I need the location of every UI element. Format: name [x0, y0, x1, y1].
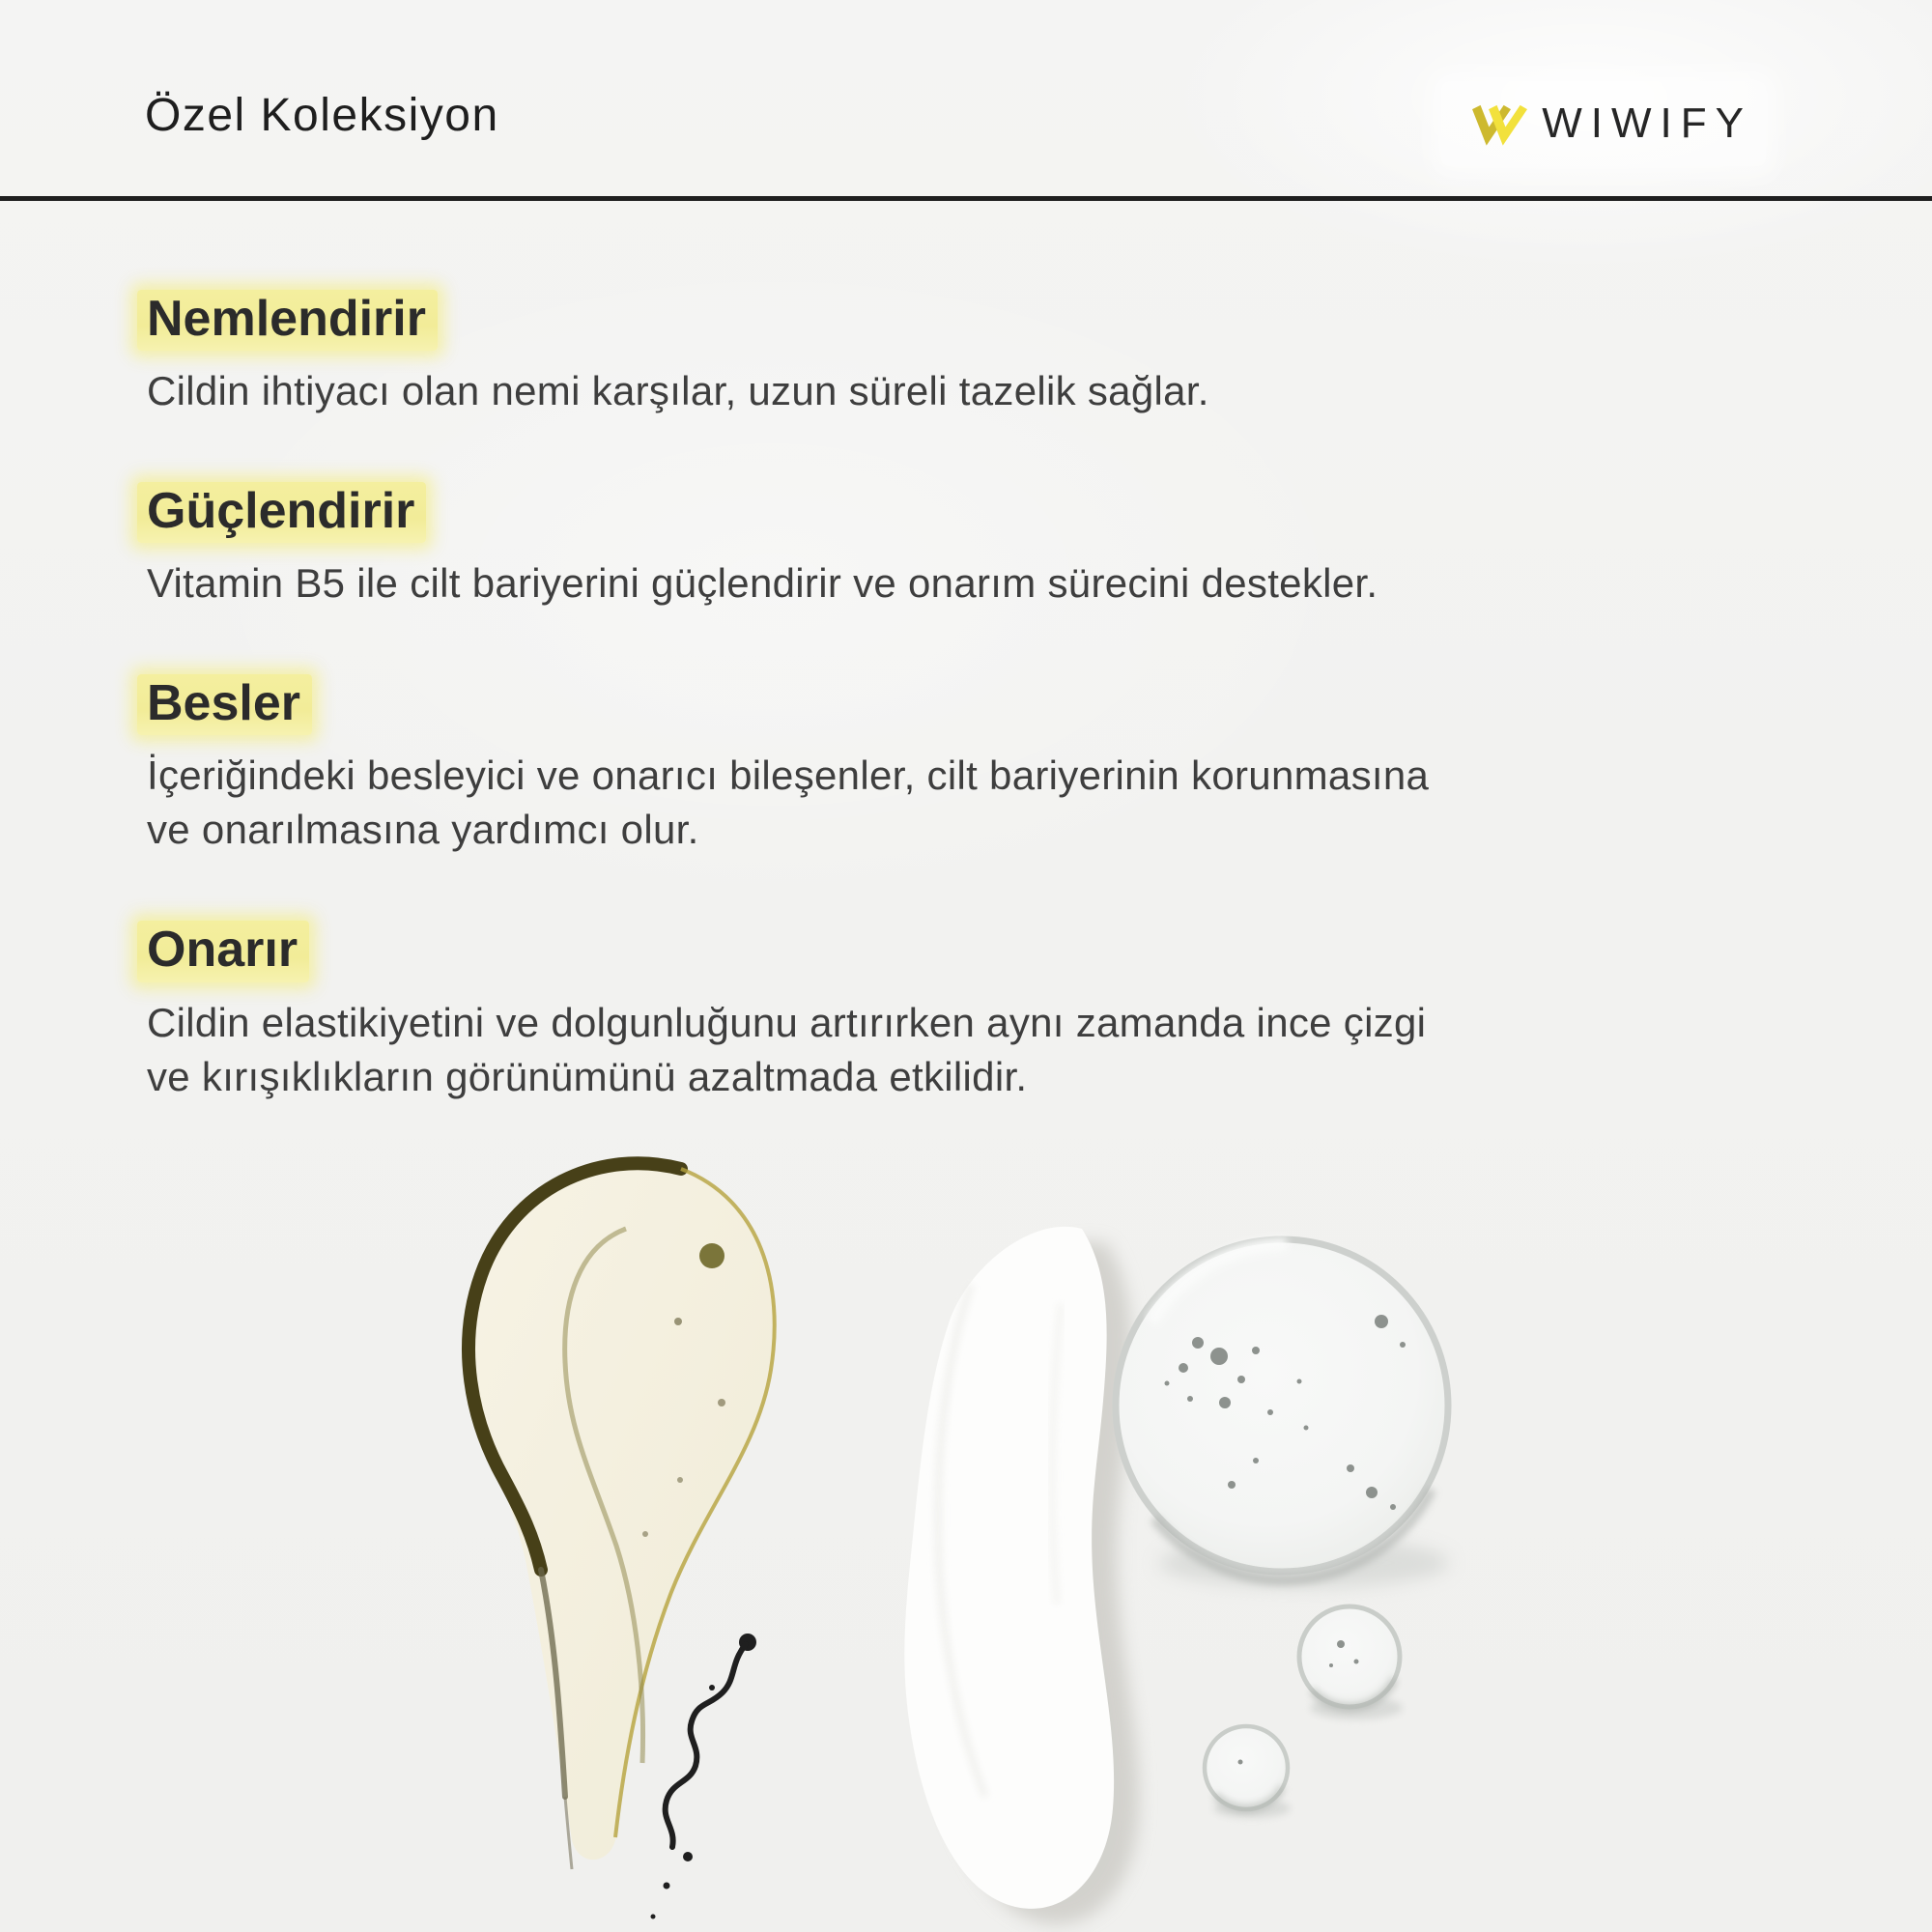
feature-sections — [147, 290, 1789, 1168]
feature-section-guclendirir — [147, 482, 1789, 611]
section-body-line: ve onarılmasına yardımcı olur. — [147, 807, 699, 853]
section-body-line: Vitamin B5 ile cilt bariyerini güçlendirir ve onarım sürecini destekler. — [147, 560, 1378, 607]
feature-section-onarir — [147, 921, 1789, 1103]
serum-drip-squiggle — [651, 1634, 757, 1919]
clear-gel-droplet-large — [1116, 1239, 1449, 1588]
page-title: Özel Koleksiyon — [145, 90, 499, 141]
feature-section-nemlendirir — [147, 290, 1789, 418]
section-heading: Güçlendirir — [137, 482, 426, 543]
header-divider — [0, 196, 1932, 201]
feature-section-besler — [147, 674, 1789, 857]
brand-name: WIWIFY — [1542, 99, 1752, 147]
clear-gel-droplet-small — [1205, 1726, 1291, 1818]
section-body-line: Cildin ihtiyacı olan nemi karşılar, uzun süreli tazelik sağlar. — [147, 368, 1209, 414]
golden-serum-smear — [469, 1159, 776, 1919]
white-cream-smear — [904, 1227, 1139, 1924]
section-heading: Besler — [137, 674, 312, 735]
double-v-brand-icon — [1468, 96, 1528, 153]
section-heading: Nemlendirir — [137, 290, 438, 351]
section-body-line: İçeriğindeki besleyici ve onarıcı bileşenler, cilt bariyerinin korunmasına — [147, 753, 1430, 799]
section-body-line: ve kırışıklıkların görünümünü azaltmada etkilidir. — [147, 1053, 1028, 1099]
brand-logo — [1468, 89, 1752, 158]
section-heading: Onarır — [137, 921, 309, 981]
clear-gel-droplet-medium — [1299, 1606, 1403, 1719]
section-body-line: Cildin elastikiyetini ve dolgunluğunu artırırken aynı zamanda ince çizgi — [147, 999, 1427, 1045]
texture-swatches-photo — [406, 1092, 1507, 1932]
